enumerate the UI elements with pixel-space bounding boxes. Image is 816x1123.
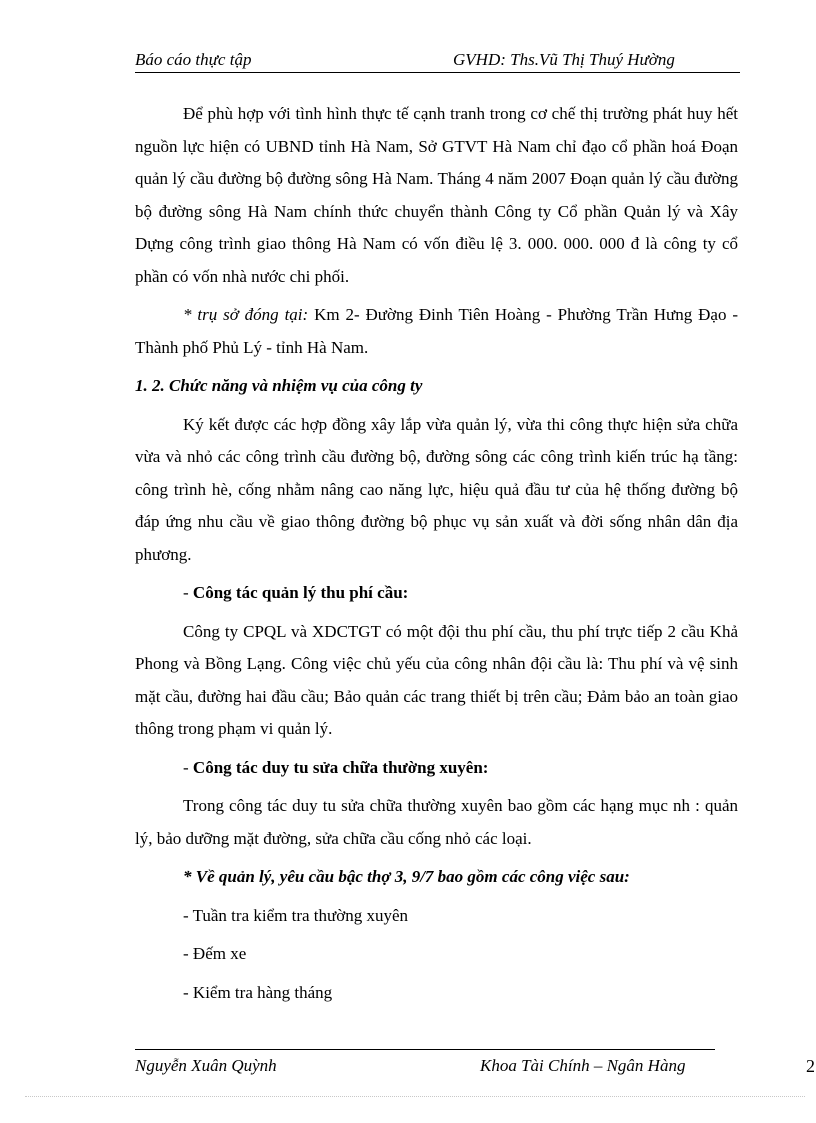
subheading-management-requirements: * Về quản lý, yêu cầu bậc thợ 3, 9/7 bao gồm các công việc sau: bbox=[183, 867, 630, 886]
paragraph-toll: Công ty CPQL và XDCTGT có một đội thu phí cầu, thu phí trực tiếp 2 cầu Khả Phong và Bồng Lạng. Công việc chủ yếu của công nhân đội cầu là: Thu phí và vệ sinh mặt cầu, đường hai đầu cầu; Bảo quản các trang thiết bị trên cầu; Đảm bảo an toàn giao thông trong phạm vi quản lý. bbox=[135, 621, 738, 738]
list-item: - Tuần tra kiểm tra thường xuyên bbox=[183, 905, 409, 925]
subheading-maintenance-label: Công tác duy tu sửa chữa thường xuyên: bbox=[192, 757, 489, 777]
header-supervisor: GVHD: Ths.Vũ Thị Thuý Hường bbox=[453, 50, 675, 69]
subheading-dash: - bbox=[183, 583, 193, 602]
header-report-title: Báo cáo thực tập bbox=[135, 50, 252, 69]
paragraph-equitization: Để phù hợp với tình hình thực tế cạnh tranh trong cơ chế thị trường phát huy hết nguồn lực hiện có UBND tỉnh Hà Nam, Sở GTVT Hà Nam chỉ đạo cổ phần hoá Đoạn quản lý cầu đường bộ đường sông Hà Nam. Tháng 4 năm 2007 Đoạn quản lý cầu đường bộ đường sông Hà Nam chính thức chuyển thành Công ty Cổ phần Quản lý và Xây Dựng công trình giao thông Hà Nam có vốn điều lệ 3. 000. 000. 000 đ là công ty cổ phần có vốn nhà nước chi phối. bbox=[135, 104, 738, 286]
list-item: - Kiểm tra hàng tháng bbox=[183, 982, 333, 1002]
page-footer bbox=[135, 1049, 715, 1078]
page-number: 2 bbox=[806, 1056, 815, 1076]
footer-author: Nguyễn Xuân Quỳnh bbox=[135, 1056, 277, 1075]
footer-faculty: Khoa Tài Chính – Ngân Hàng bbox=[480, 1056, 686, 1075]
page-header bbox=[135, 50, 740, 73]
subheading-toll-label: Công tác quản lý thu phí cầu: bbox=[192, 583, 409, 602]
headquarters-label: * trụ sở đóng tại: bbox=[183, 305, 309, 324]
list-item: - Đếm xe bbox=[183, 944, 247, 963]
page-body bbox=[135, 98, 738, 1015]
subheading-toll-management bbox=[183, 577, 738, 610]
paragraph-maintenance: Trong công tác duy tu sửa chữa thường xuyên bao gồm các hạng mục nh : quản lý, bảo dưỡng mặt đường, sửa chữa cầu cống nhỏ các loại. bbox=[135, 796, 738, 848]
section-heading-functions: 1. 2. Chức năng và nhiệm vụ của công ty bbox=[135, 376, 423, 395]
subheading-maintenance bbox=[183, 752, 738, 785]
paragraph-functions: Ký kết được các hợp đồng xây lắp vừa quản lý, vừa thi công thực hiện sửa chữa vừa và nhỏ các công trình cầu đường bộ, đường sông các công trình kiến trúc hạ tầng: công trình hè, cống nhằm nâng cao năng lực, hiệu quả đầu tư của hệ thống đường bộ đáp ứng nhu cầu về giao thông đường bộ phục vụ sản xuất và đời sống nhân dân địa phương. bbox=[135, 414, 738, 564]
paragraph-headquarters bbox=[135, 299, 738, 364]
page-edge-divider bbox=[25, 1096, 805, 1097]
headquarters-address: Km 2- Đường Đinh Tiên Hoàng - Phường Trần Hưng Đạo - Thành phố Phủ Lý - tỉnh Hà Nam. bbox=[135, 305, 738, 357]
subheading-dash: - bbox=[183, 757, 193, 777]
